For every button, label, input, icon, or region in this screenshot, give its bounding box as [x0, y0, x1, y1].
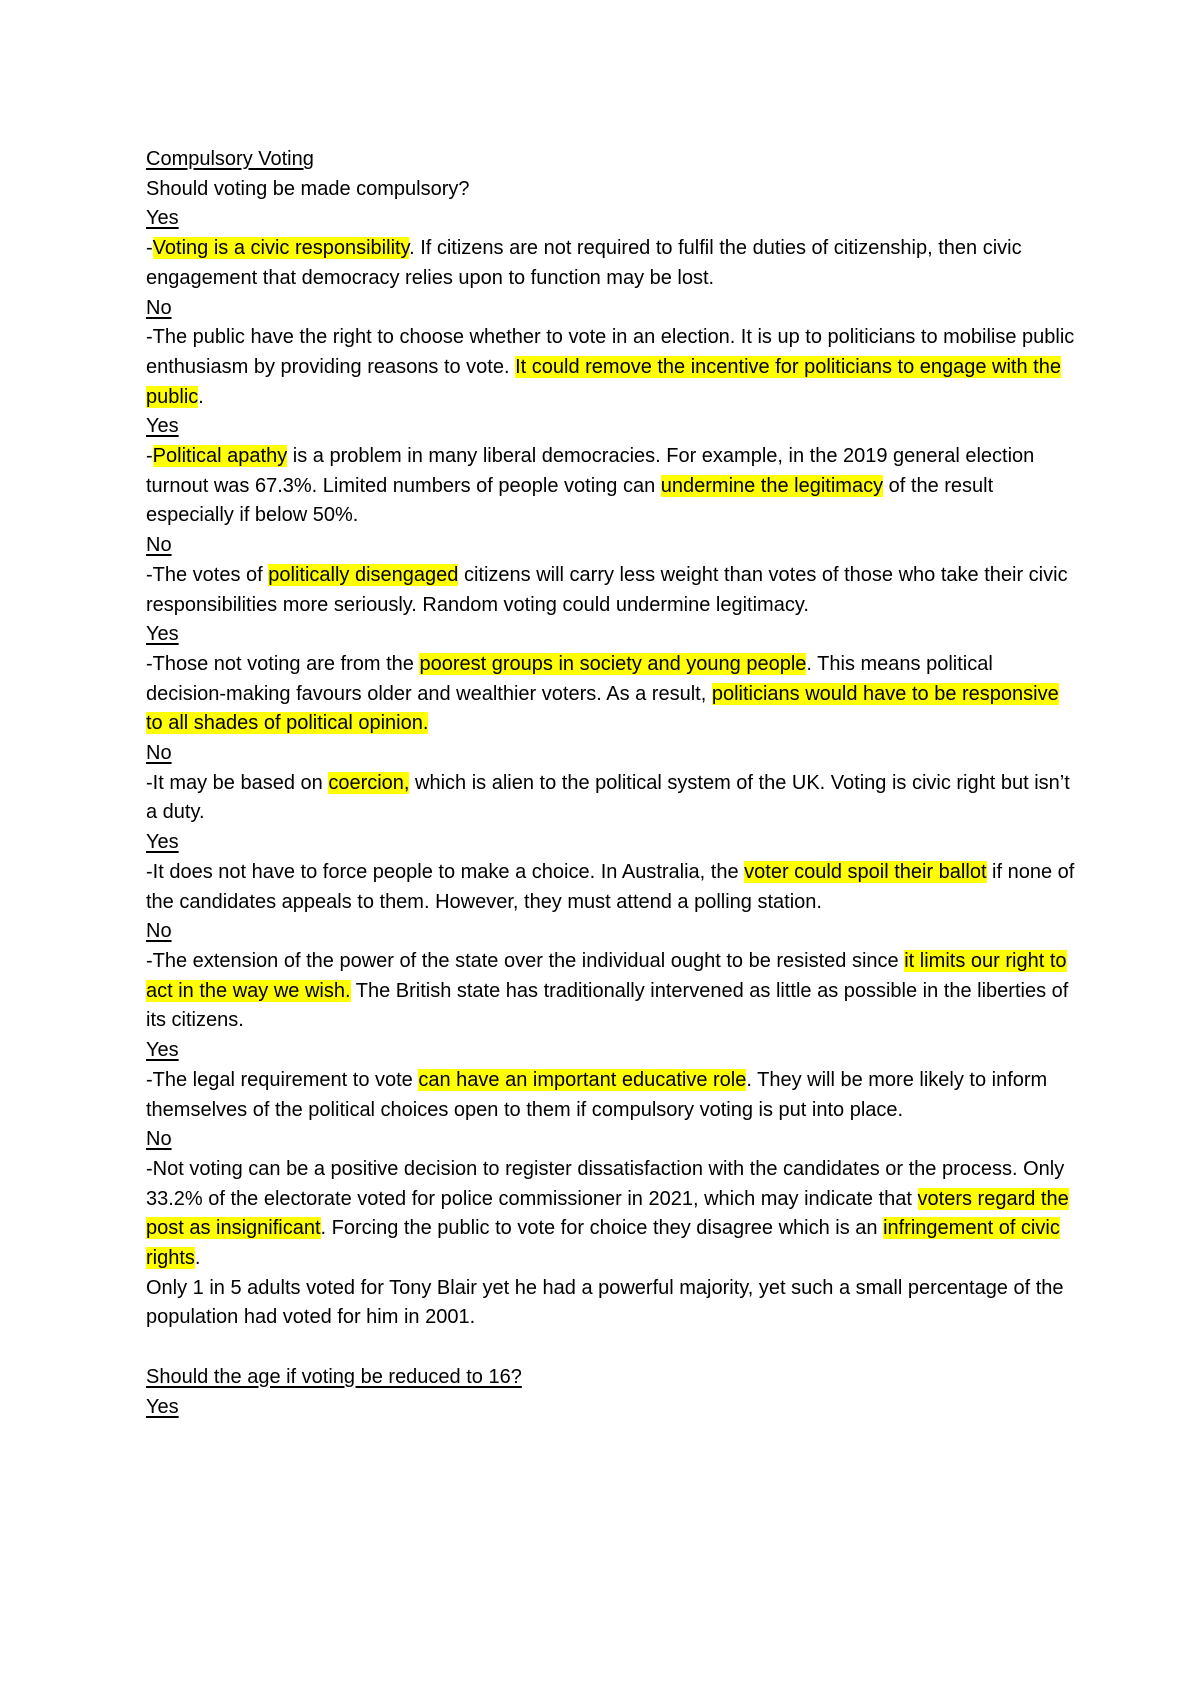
highlighted-phrase: voter could spoil their ballot	[744, 860, 987, 883]
document-title: Compulsory Voting	[146, 148, 314, 170]
point-label-yes: Yes	[146, 415, 179, 438]
second-question-label: Yes	[146, 1395, 179, 1418]
text-segment: is a problem in many liberal democracies. For example, in the 2019 general election turnout was 67.3%. Limited numbers of people voting can	[146, 445, 1035, 497]
highlighted-phrase: voters regard the post as insignificant	[146, 1187, 1069, 1240]
note-paragraph: Only 1 in 5 adults voted for Tony Blair yet he had a powerful majority, yet such a small percentage of the population had voted for him in 2001.	[146, 1276, 1064, 1329]
point-text	[146, 561, 1076, 620]
text-segment: if none of the candidates appeals to them. However, they must attend a polling station.	[146, 860, 1075, 913]
text-segment: -The extension of the power of the state over the individual ought to be resisted since	[146, 949, 905, 972]
point-text	[146, 442, 1076, 531]
point-label-yes: Yes	[146, 623, 179, 646]
highlighted-phrase: Political apathy	[152, 445, 288, 468]
highlighted-phrase: poorest groups in society and young people	[419, 652, 807, 675]
highlighted-phrase: It could remove the incentive for politicians to engage with the public	[146, 355, 1061, 408]
points-list	[146, 204, 1076, 1273]
highlighted-phrase: it limits our right to act in the way we wish.	[146, 949, 1067, 1002]
highlighted-phrase: undermine the legitimacy	[660, 474, 884, 497]
text-segment: The British state has traditionally intervened as little as possible in the liberties of its citizens.	[146, 979, 1069, 1032]
highlighted-phrase: coercion,	[328, 771, 410, 794]
point-label-no: No	[146, 920, 172, 943]
text-segment: which is alien to the political system of the UK. Voting is civic right but isn’t a duty.	[146, 771, 1070, 824]
text-segment: of the result especially if below 50%.	[146, 474, 994, 527]
point-text	[146, 323, 1076, 412]
text-segment: -The legal requirement to vote	[146, 1068, 419, 1091]
point-label-no: No	[146, 296, 172, 319]
point-text	[146, 858, 1076, 917]
text-segment: . Forcing the public to vote for choice they disagree which is an	[320, 1217, 884, 1240]
highlighted-phrase: politically disengaged	[268, 563, 459, 586]
point-text	[146, 947, 1076, 1036]
point-label-no: No	[146, 534, 172, 557]
highlighted-phrase: can have an important educative role	[418, 1068, 747, 1091]
text-segment: . If citizens are not required to fulfil the duties of citizenship, then civic engagement that democracy relies upon to function may be lost.	[146, 237, 1022, 289]
question-heading: Should voting be made compulsory?	[146, 177, 470, 200]
point-label-yes: Yes	[146, 207, 179, 230]
point-text	[146, 1155, 1076, 1274]
paragraph-gap	[146, 1333, 1076, 1363]
text-segment: -It may be based on	[146, 771, 329, 794]
highlighted-phrase: Voting is a civic responsibility	[152, 237, 410, 260]
text-segment: -	[146, 445, 153, 468]
point-text	[146, 650, 1076, 739]
text-segment: -The public have the right to choose whether to vote in an election. It is up to politicians to mobilise public enthusiasm by providing reasons to vote.	[146, 326, 1075, 378]
point-label-no: No	[146, 1128, 172, 1151]
text-segment: citizens will carry less weight than votes of those who take their civic responsibilities more seriously. Random voting could undermine legitimacy.	[146, 563, 1068, 616]
point-label-no: No	[146, 742, 172, 765]
point-text	[146, 234, 1076, 293]
point-text	[146, 1066, 1076, 1125]
text-segment: -Those not voting are from the	[146, 652, 420, 675]
point-text	[146, 769, 1076, 828]
text-segment: -Not voting can be a positive decision to register dissatisfaction with the candidates or the process. Only 33.2% of the electorate voted for police commissioner in 2021, which may indicate that	[146, 1157, 1065, 1210]
highlighted-phrase: infringement of civic rights	[146, 1217, 1060, 1270]
text-segment: .	[194, 1247, 201, 1270]
point-label-yes: Yes	[146, 1039, 179, 1062]
text-segment: . This means political decision-making favours older and wealthier voters. As a result,	[146, 652, 993, 705]
document-page	[146, 145, 1076, 1422]
point-label-yes: Yes	[146, 831, 179, 854]
highlighted-phrase: politicians would have to be responsive to all shades of political opinion.	[146, 682, 1059, 735]
text-segment: -It does not have to force people to make a choice. In Australia, the	[146, 860, 745, 883]
text-segment: . They will be more likely to inform themselves of the political choices open to them if compulsory voting is put into place.	[146, 1068, 1048, 1121]
second-question-heading: Should the age if voting be reduced to 16?	[146, 1365, 522, 1388]
text-segment: -The votes of	[146, 563, 269, 586]
text-segment: .	[198, 385, 204, 408]
text-segment: -	[146, 237, 153, 260]
